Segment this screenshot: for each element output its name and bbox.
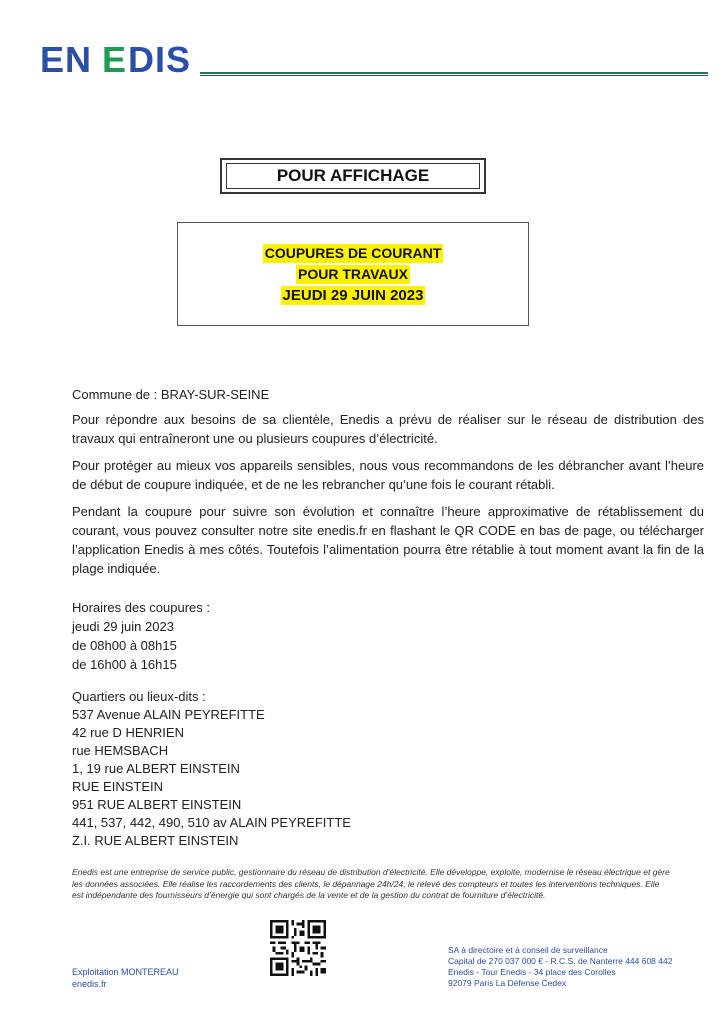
legal-notice: Enedis est une entreprise de service public, gestionnaire du réseau de distribution d’électricité. Elle développe, exploite, modernise le réseau électrique et gère les données associées. Elle réalise les raccordements des clients, le dépannage 24h/24, le relevé des compteurs et toutes les interventions techniques. Elle est indépendante des fournisseurs d’énergie qui sont chargés de la vente et de la gestion du contrat de fourniture d’électricité. xyxy=(72,867,670,900)
footer-company-info xyxy=(448,945,672,989)
list-item: 42 rue D HENRIEN xyxy=(72,725,184,740)
schedule xyxy=(72,598,210,674)
schedule-slot: de 08h00 à 08h15 xyxy=(72,638,177,653)
body-text xyxy=(72,385,704,586)
footer-left xyxy=(72,966,179,990)
list-item: RUE EINSTEIN xyxy=(72,779,164,794)
list-item: 537 Avenue ALAIN PEYREFITTE xyxy=(72,707,265,722)
svg-text:DIS: DIS xyxy=(128,39,192,80)
paragraph-2: Pour protéger au mieux vos appareils sensibles, nous vous recommandons de les débrancher avant l’heure de début de coupure indiquée, et de ne les rebrancher qu’une fois le courant rétabli. xyxy=(72,458,704,492)
schedule-slot: de 16h00 à 16h15 xyxy=(72,657,177,672)
schedule-date: jeudi 29 juin 2023 xyxy=(72,619,174,634)
notice-label: POUR AFFICHAGE xyxy=(226,163,480,189)
svg-text:E: E xyxy=(102,39,128,80)
list-item: Z.I. RUE ALBERT EINSTEIN xyxy=(72,833,239,848)
website-link[interactable]: enedis.fr xyxy=(72,979,107,989)
list-item: rue HEMSBACH xyxy=(72,743,169,758)
title-box xyxy=(177,222,529,326)
title-line-3: JEUDI 29 JUIN 2023 xyxy=(282,286,424,304)
title-line-1: COUPURES DE COURANT xyxy=(264,244,442,261)
list-item: 441, 537, 442, 490, 510 av ALAIN PEYREFITTE xyxy=(72,815,351,830)
qr-code-icon[interactable] xyxy=(270,920,326,976)
company-info-line: Enedis - Tour Enedis - 34 place des Corolles xyxy=(448,967,616,977)
paragraph-1: Pour répondre aux besoins de sa clientèle, Enedis a prévu de réaliser sur le réseau de distribution des travaux qui entraîneront une ou plusieurs coupures d’électricité. xyxy=(72,412,704,446)
company-info-line: Capital de 270 037 000 € - R.C.S. de Nanterre 444 608 442 xyxy=(448,956,673,966)
company-info-line: 92079 Paris La Défense Cedex xyxy=(448,978,567,988)
notice-box xyxy=(220,158,486,194)
list-item: 1, 19 rue ALBERT EINSTEIN xyxy=(72,761,240,776)
schedule-heading: Horaires des coupures : xyxy=(72,600,211,615)
commune-line: Commune de : BRAY-SUR-SEINE xyxy=(72,387,270,402)
list-item: 951 RUE ALBERT EINSTEIN xyxy=(72,797,242,812)
company-info-line: SA à directoire et à conseil de surveillance xyxy=(448,945,608,955)
header-rule xyxy=(200,72,708,74)
title-line-2: POUR TRAVAUX xyxy=(298,265,408,282)
places-heading: Quartiers ou lieux-dits : xyxy=(72,689,206,704)
enedis-logo xyxy=(40,38,192,80)
exploitation-label: Exploitation MONTEREAU xyxy=(72,967,179,977)
places-list xyxy=(72,688,351,850)
paragraph-3: Pendant la coupure pour suivre son évolution et connaître l’heure approximative de rétablissement du courant, vous pouvez consulter notre site enedis.fr en flashant le QR CODE en bas de page, ou télécharger l’application Enedis à mes côtés. Toutefois l’alimentation pourra être rétablie à tout moment avant la fin de la plage indiquée. xyxy=(72,504,704,576)
svg-text:EN: EN xyxy=(40,39,93,80)
